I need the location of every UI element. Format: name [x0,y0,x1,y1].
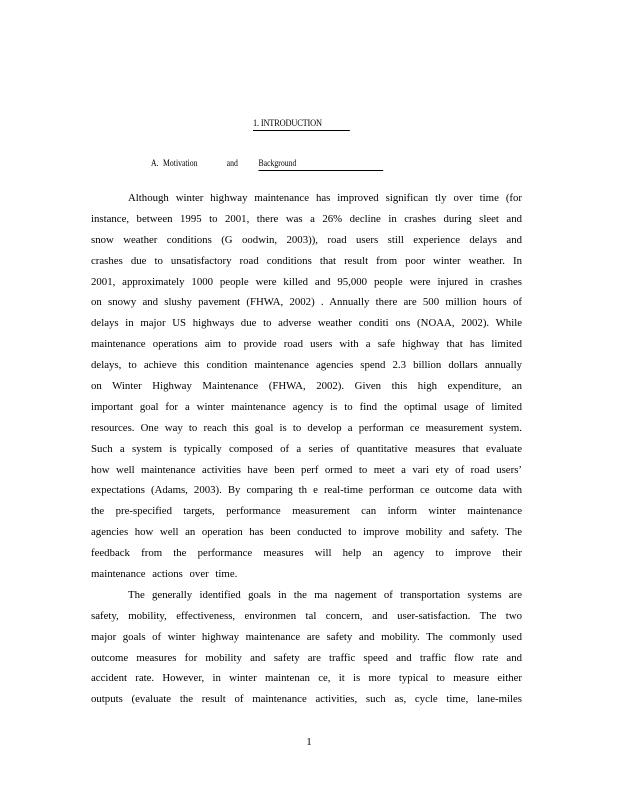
text-line: the pre-specified targets, performance measurement can inform winter maintenance [91,505,522,518]
text-line: accident rate. However, in winter maintenan ce, it is more typical to measure either [91,672,522,685]
text-line: expectations (Adams, 2003). By comparing th e real-time performan ce outcome data with [91,484,522,497]
text-line: instance, between 1995 to 2001, there was a 26% decline in crashes during sleet and [91,212,522,225]
subsection-word-and: and [226,158,238,168]
text-line: on snowy and slushy pavement (FHWA, 2002) . Annually there are 500 million hours of [91,296,522,309]
text-line: feedback from the performance measures will help an agency to improve their [91,547,522,560]
text-line: on Winter Highway Maintenance (FHWA, 2002). Given this high expenditure, an [91,380,522,393]
subsection-underline [259,170,384,171]
text-line: crashes due to unsatisfactory road conditions that result from poor winter weather. In [91,254,522,267]
subsection-letter: A. [151,158,159,168]
text-line: major goals of winter highway maintenance are safety and mobility. The commonly used [91,630,522,643]
body-text [91,192,522,714]
subsection-word-motivation: Motivation [163,158,198,168]
text-line: resources. One way to reach this goal is to develop a performan ce measurement system. [91,421,522,434]
text-line: The generally identified goals in the ma nagement of transportation systems are [128,588,522,601]
page-number: 1 [306,736,312,748]
text-line: Although winter highway maintenance has improved significan tly over time (for [128,192,522,204]
text-line: important goal for a winter maintenance agency is to find the optimal usage of limited [91,400,522,413]
text-line: safety, mobility, effectiveness, environmen tal concern, and user-satisfaction. The two [91,609,522,622]
text-line: snow weather conditions (G oodwin, 2003)), road users still experience delays and [91,233,522,246]
text-line: how well maintenance activities have been perf ormed to meet a vari ety of road users’ [91,463,522,476]
text-line: agencies how well an operation has been conducted to improve mobility and safety. The [91,526,522,539]
subsection-word-background: Background [258,158,297,168]
text-line: Such a system is typically composed of a series of quantitative measures that evaluate [91,442,522,455]
text-line: outputs (evaluate the result of maintenance activities, such as, cycle time, lane-miles [91,693,522,706]
text-line: 2001, approximately 1000 people were killed and 95,000 people were injured in crashes [91,275,522,288]
section-heading: 1. INTRODUCTION [253,119,350,131]
text-line: maintenance actions over time. [91,568,238,581]
text-line: outcome measures for mobility and safety are traffic speed and traffic flow rate and [91,651,522,664]
text-line: maintenance operations aim to provide road users with a safe highway that has limited [91,338,522,351]
text-line: delays in major US highways due to adverse weather conditi ons (NOAA, 2002). While [91,317,522,330]
text-line: delays, to achieve this condition maintenance agencies spend 2.3 billion dollars annually [91,359,522,372]
